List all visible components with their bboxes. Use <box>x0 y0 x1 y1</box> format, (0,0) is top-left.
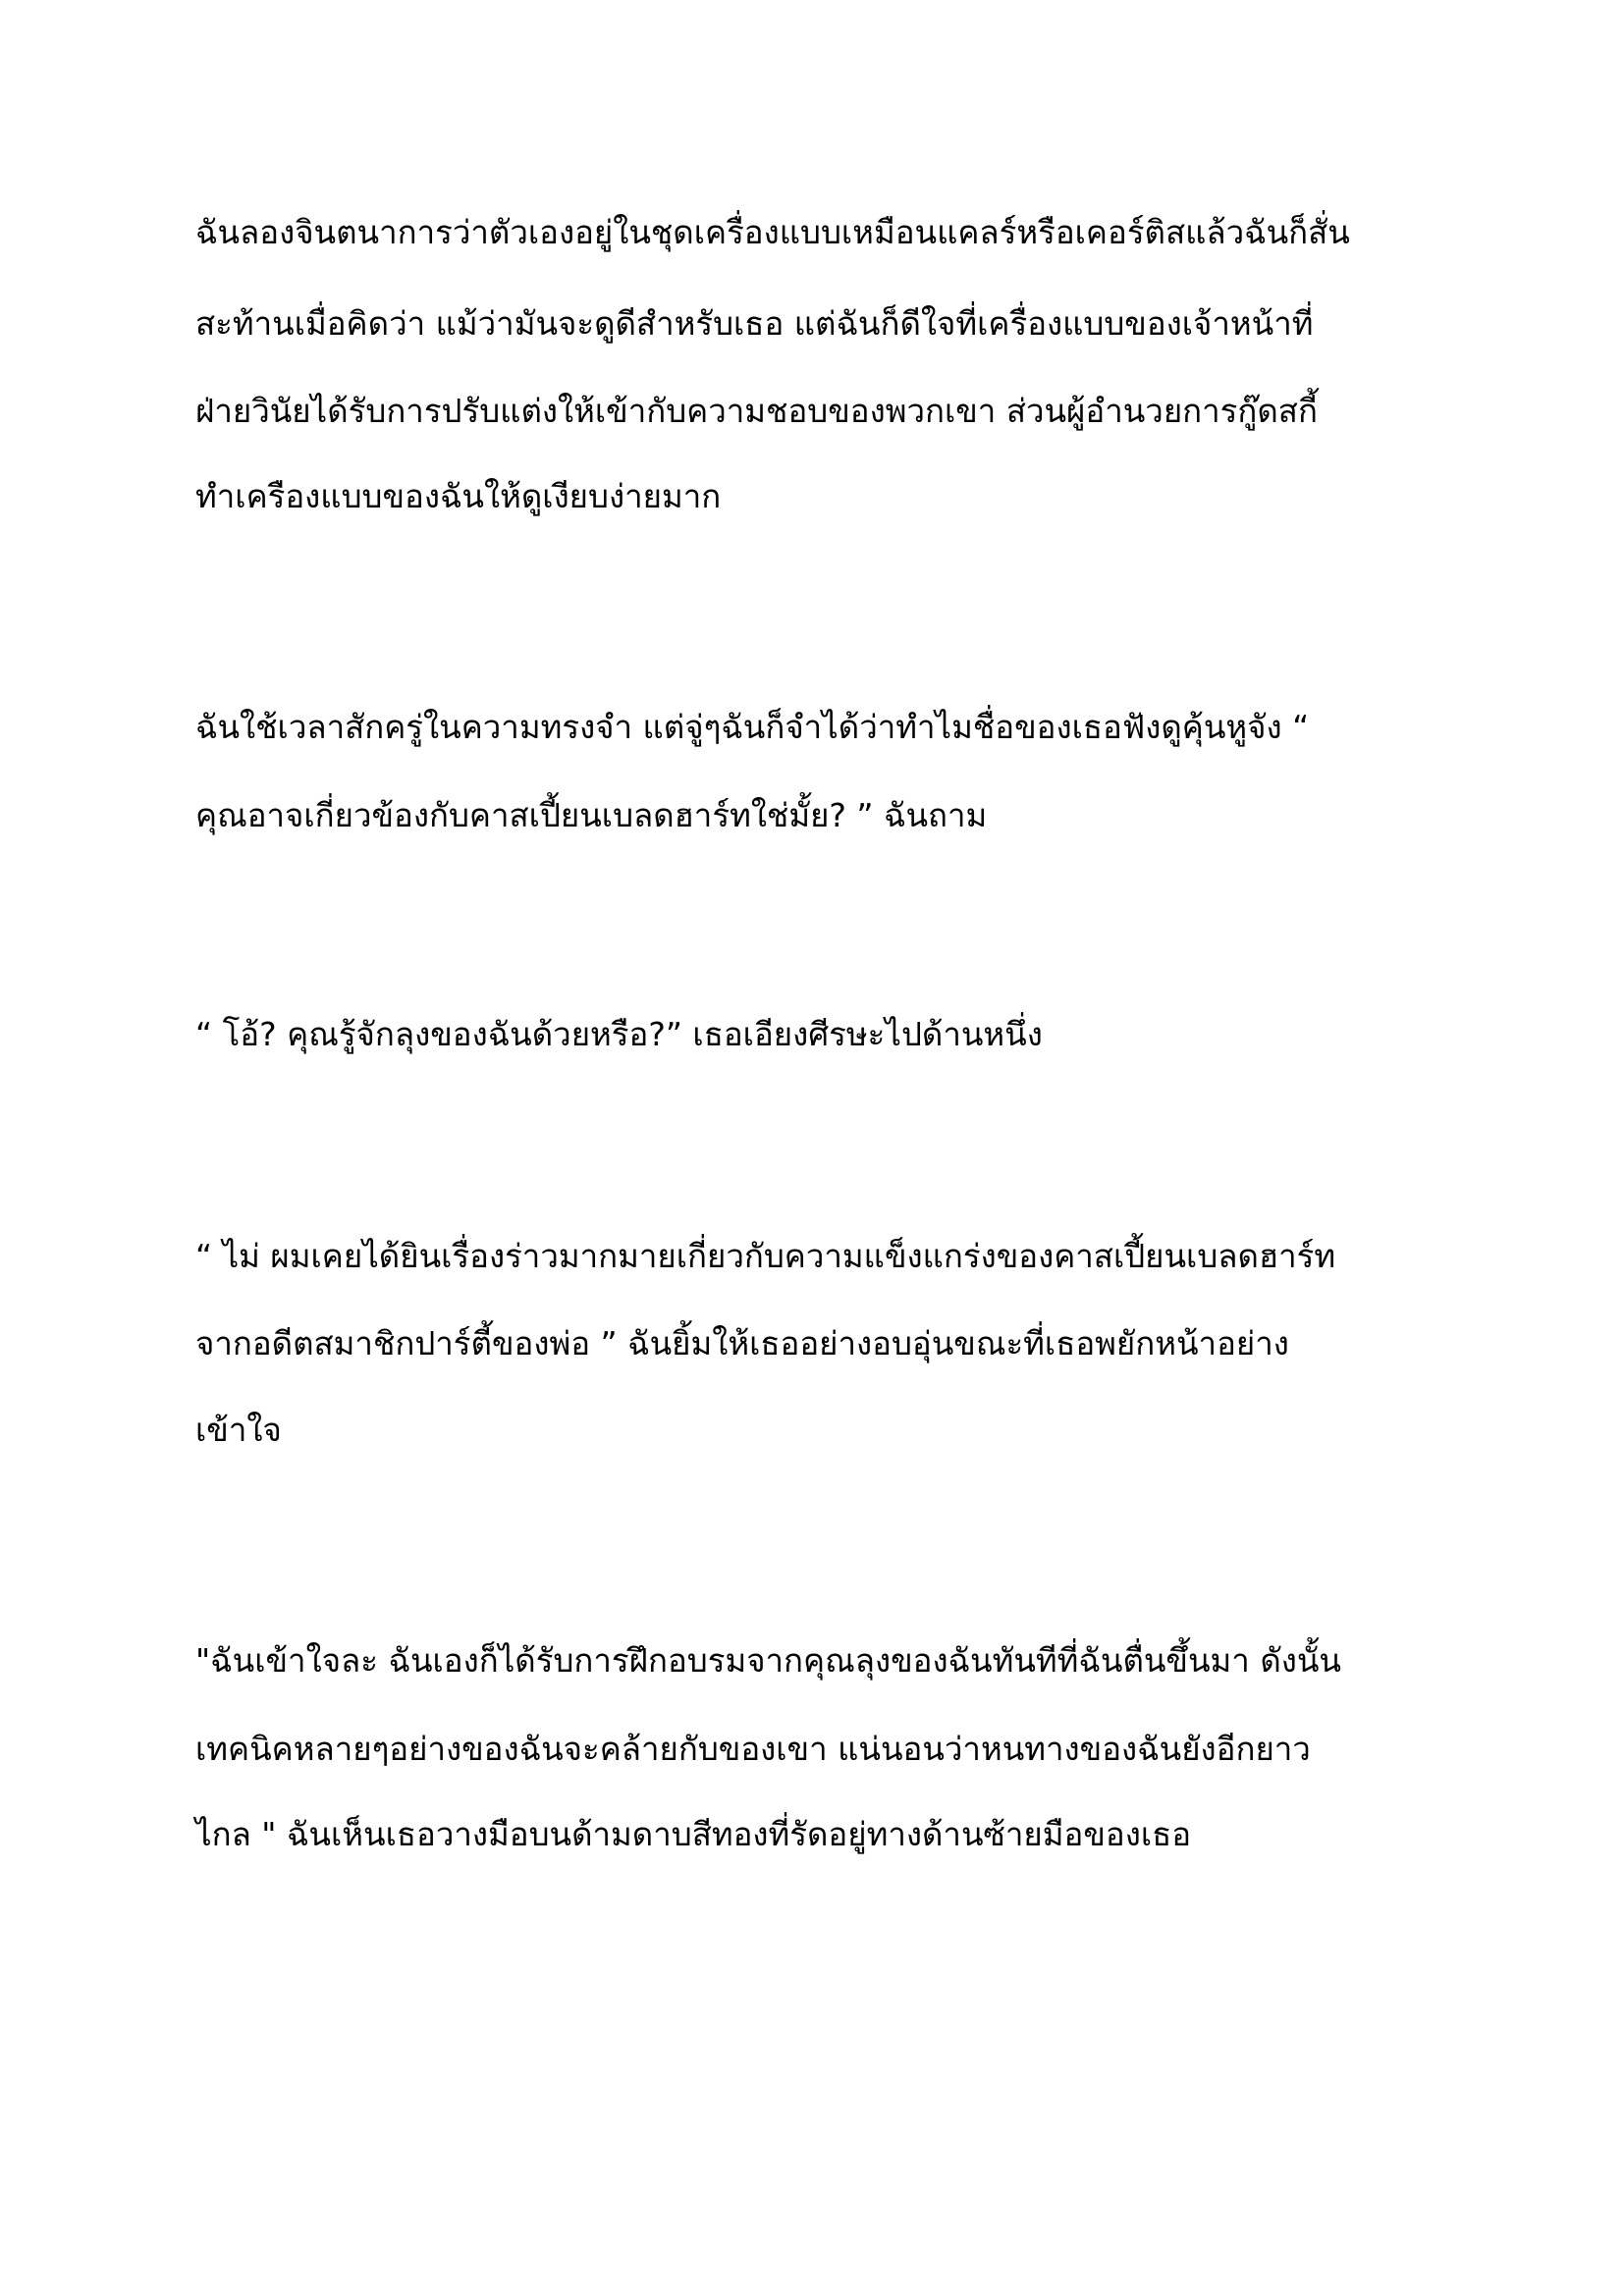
text-line: คุณอาจเกี่ยวข้องกับคาสเปี้ยนเบลดฮาร์ทใช่มั้ย? ” ฉันถาม <box>195 796 988 834</box>
text-line: "ฉันเข้าใจละ ฉันเองก็ได้รับการฝึกอบรมจากคุณลุงของฉันทันทีที่ฉันตื่นขึ้นมา ดังนั้น <box>195 1641 1341 1680</box>
text-line: ฉันลองจินตนาการว่าตัวเองอยู่ในชุดเครื่องแบบเหมือนแคลร์หรือเคอร์ติสแล้วฉันก็สั่น <box>195 213 1350 251</box>
text-line: สะท้านเมื่อคิดว่า แม้ว่ามันจะดูดีสำหรับเธอ แต่ฉันก็ดีใจที่เครื่องแบบของเจ้าหน้าที่ <box>195 304 1314 343</box>
text-line: “ ไม่ ผมเคยได้ยินเรื่องร่าวมากมายเกี่ยวกับความแข็งแกร่งของคาสเปี้ยนเบลดฮาร์ท <box>195 1237 1336 1275</box>
text-line: จากอดีตสมาชิกปาร์ตี้ของพ่อ ” ฉันยิ้มให้เธออย่างอบอุ่นขณะที่เธอพยักหน้าอย่าง <box>195 1324 1289 1362</box>
text-line: ทำเครืองแบบของฉันให้ดูเงียบง่ายมาก <box>195 477 722 515</box>
text-line: ฝ่ายวินัยได้รับการปรับแต่งให้เข้ากับความชอบของพวกเขา ส่วนผู้อำนวยการกู๊ดสกี้ <box>195 392 1318 430</box>
text-line: ฉันใช้เวลาสักครู่ในความทรงจำ แต่จู่ๆฉันก็จำได้ว่าทำไมชื่อของเธอฟังดูคุ้นหูจัง “ <box>195 708 1310 746</box>
text-line: เทคนิคหลายๆอย่างของฉันจะคล้ายกับของเขา แน่นอนว่าหนทางของฉันยังอีกยาว <box>195 1730 1311 1768</box>
text-line: “ โอ้? คุณรู้จักลุงของฉันด้วยหรือ?” เธอเอียงศีรษะไปด้านหนึ่ง <box>195 1015 1043 1053</box>
text-line: เข้าใจ <box>195 1411 282 1449</box>
text-line: ไกล " ฉันเห็นเธอวางมือบนด้ามดาบสีทองที่รัดอยู่ทางด้านซ้ายมือของเธอ <box>195 1815 1192 1853</box>
